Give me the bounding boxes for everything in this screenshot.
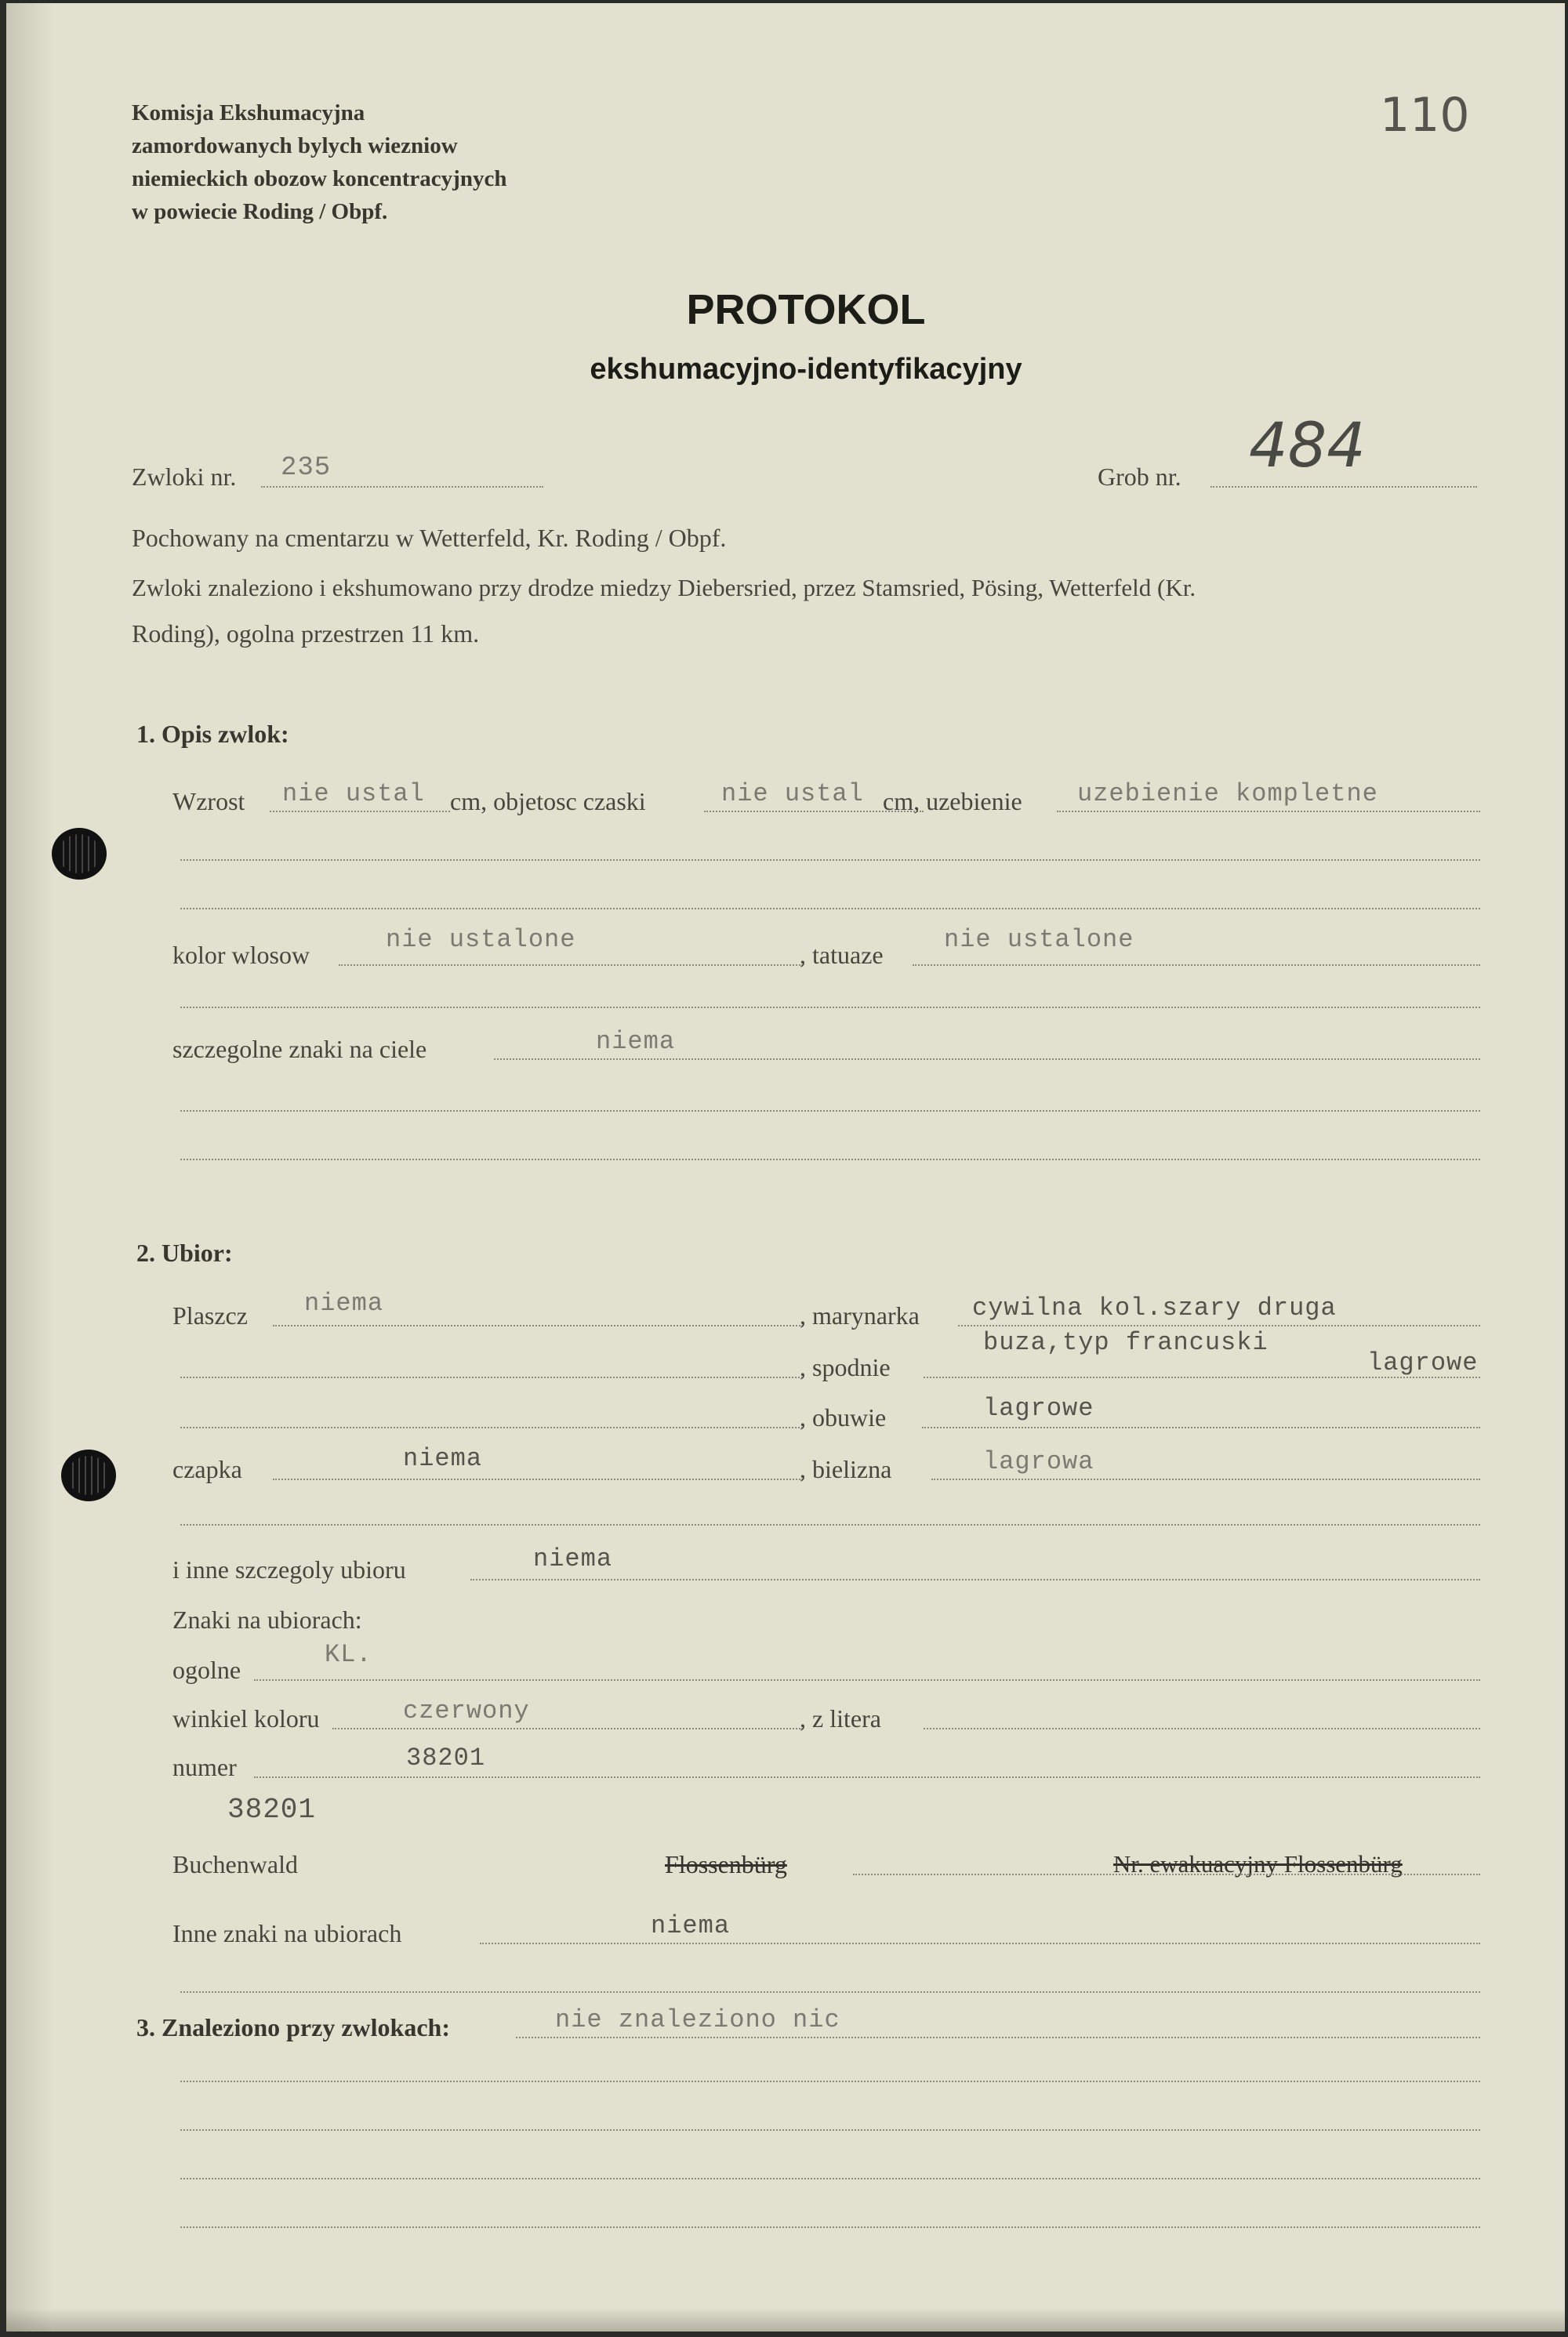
ogolne-value: KL. bbox=[325, 1640, 372, 1669]
marynarka-value: cywilna kol.szary druga bbox=[972, 1294, 1337, 1323]
plaszcz-value: niema bbox=[304, 1289, 384, 1318]
tatuaze-label: , tatuaze bbox=[800, 941, 884, 969]
blank-line bbox=[180, 859, 1480, 861]
obuwie-line bbox=[922, 1427, 1480, 1428]
cm-objetosc-label: cm, objetosc czaski bbox=[450, 787, 646, 815]
blank-line bbox=[180, 1427, 803, 1428]
winkiel-line bbox=[332, 1728, 803, 1729]
blank-line bbox=[180, 1377, 803, 1378]
grob-label: Grob nr. bbox=[1098, 463, 1181, 491]
section-2-heading: 2. Ubior: bbox=[136, 1239, 233, 1267]
zwloki-line bbox=[261, 486, 543, 488]
page-title: PROTOKOL bbox=[686, 286, 926, 333]
spodnie-value: lagrowe bbox=[1367, 1348, 1479, 1377]
blank-line bbox=[180, 1159, 1480, 1160]
section-3-heading: 3. Znaleziono przy zwlokach: bbox=[136, 2013, 450, 2041]
zwloki-value: 235 bbox=[281, 453, 332, 483]
numer-value: 38201 bbox=[406, 1744, 486, 1773]
czaski-value: nie ustal bbox=[721, 779, 864, 808]
czapka-line bbox=[273, 1479, 803, 1480]
page-number: 110 bbox=[1380, 88, 1470, 143]
szczegolne-znaki-value: niema bbox=[596, 1027, 676, 1056]
litera-label: , z litera bbox=[800, 1704, 881, 1733]
obuwie-label: , obuwie bbox=[800, 1403, 887, 1432]
grob-value: 484 bbox=[1249, 411, 1366, 481]
cm-uzebienie-label: cm, uzebienie bbox=[883, 787, 1022, 815]
protocol-page bbox=[6, 3, 1565, 2332]
header-line-3: niemieckich obozow koncentracyjnych bbox=[132, 166, 507, 191]
section-3-line bbox=[516, 2037, 1480, 2038]
szczegolne-znaki-line bbox=[494, 1058, 1480, 1060]
intro-line-1: Pochowany na cmentarzu w Wetterfeld, Kr. Roding / Obpf. bbox=[132, 524, 727, 552]
znaki-na-ubiorach-heading: Znaki na ubiorach: bbox=[172, 1606, 362, 1634]
winkiel-label: winkiel koloru bbox=[172, 1704, 320, 1733]
header-line-4: w powiecie Roding / Obpf. bbox=[132, 199, 388, 224]
buchenwald-label: Buchenwald bbox=[172, 1850, 298, 1878]
blank-line bbox=[180, 1110, 1480, 1112]
header-line-1: Komisja Ekshumacyjna bbox=[132, 100, 365, 125]
numer-line bbox=[254, 1776, 1480, 1778]
inne-znaki-label: Inne znaki na ubiorach bbox=[172, 1919, 402, 1947]
inne-znaki-value: niema bbox=[651, 1911, 731, 1940]
spodnie-label: , spodnie bbox=[800, 1353, 891, 1381]
blank-line bbox=[180, 2226, 1480, 2228]
blank-line bbox=[180, 2081, 1480, 2082]
tatuaze-value: nie ustalone bbox=[944, 925, 1134, 954]
inne-szczegoly-label: i inne szczegoly ubioru bbox=[172, 1555, 406, 1584]
intro-line-3: Roding), ogolna przestrzen 11 km. bbox=[132, 619, 480, 648]
bielizna-value: lagrowa bbox=[983, 1447, 1094, 1476]
marynarka-line bbox=[958, 1325, 1480, 1326]
punch-hole-icon bbox=[61, 1450, 116, 1501]
wzrost-line bbox=[270, 811, 450, 812]
section-3-value: nie znaleziono nic bbox=[555, 2005, 840, 2034]
inne-szczegoly-line bbox=[470, 1579, 1480, 1580]
uzebienie-value: uzebienie kompletne bbox=[1077, 779, 1378, 808]
litera-line bbox=[924, 1728, 1480, 1729]
kolor-value: nie ustalone bbox=[386, 925, 576, 954]
page-subtitle: ekshumacyjno-identyfikacyjny bbox=[590, 353, 1022, 386]
uzebienie-line bbox=[1057, 811, 1480, 812]
intro-line-2: Zwloki znaleziono i ekshumowano przy drodze miedzy Diebersried, przez Stamsried, Pösing, Wetterfeld (Kr. bbox=[132, 574, 1196, 601]
punch-hole-icon bbox=[52, 828, 107, 880]
wzrost-value: nie ustal bbox=[282, 779, 425, 808]
tatuaze-line bbox=[913, 964, 1480, 966]
numer-extra: 38201 bbox=[227, 1794, 317, 1826]
section-1-heading: 1. Opis zwlok: bbox=[136, 720, 289, 748]
zwloki-label: Zwloki nr. bbox=[132, 463, 237, 491]
blank-line bbox=[180, 1991, 1480, 1993]
blank-line bbox=[180, 2178, 1480, 2179]
page-bottom-shadow bbox=[6, 2308, 1565, 2332]
bielizna-line bbox=[931, 1479, 1480, 1480]
marynarka-label: , marynarka bbox=[800, 1301, 920, 1330]
blank-line bbox=[180, 2129, 1480, 2131]
header-line-2: zamordowanych bylych wiezniow bbox=[132, 133, 458, 158]
czapka-value: niema bbox=[403, 1444, 483, 1473]
wzrost-label: Wzrost bbox=[172, 787, 245, 815]
numer-label: numer bbox=[172, 1753, 237, 1781]
buchenwald-line bbox=[853, 1874, 1480, 1875]
grob-line bbox=[1210, 486, 1477, 488]
inne-znaki-line bbox=[480, 1943, 1480, 1944]
nr-ewakuacyjny-label: Nr. ewakuacyjny Flossenbürg bbox=[1113, 1850, 1403, 1878]
kolor-line bbox=[339, 964, 803, 966]
plaszcz-line bbox=[273, 1325, 803, 1326]
inne-szczegoly-value: niema bbox=[533, 1544, 613, 1573]
blank-line bbox=[180, 1007, 1480, 1008]
plaszcz-label: Plaszcz bbox=[172, 1301, 248, 1330]
czapka-label: czapka bbox=[172, 1455, 242, 1483]
winkiel-value: czerwony bbox=[403, 1697, 530, 1726]
blank-line bbox=[180, 908, 1480, 909]
bielizna-label: , bielizna bbox=[800, 1455, 892, 1483]
ogolne-label: ogolne bbox=[172, 1656, 241, 1684]
kolor-label: kolor wlosow bbox=[172, 941, 310, 969]
szczegolne-znaki-label: szczegolne znaki na ciele bbox=[172, 1035, 427, 1063]
flossenburg-label: Flossenbürg bbox=[665, 1850, 787, 1878]
obuwie-value: lagrowe bbox=[983, 1394, 1094, 1423]
marynarka-value-2: buza,typ francuski bbox=[983, 1328, 1269, 1357]
ogolne-line bbox=[254, 1679, 1480, 1681]
blank-line bbox=[180, 1524, 1480, 1526]
